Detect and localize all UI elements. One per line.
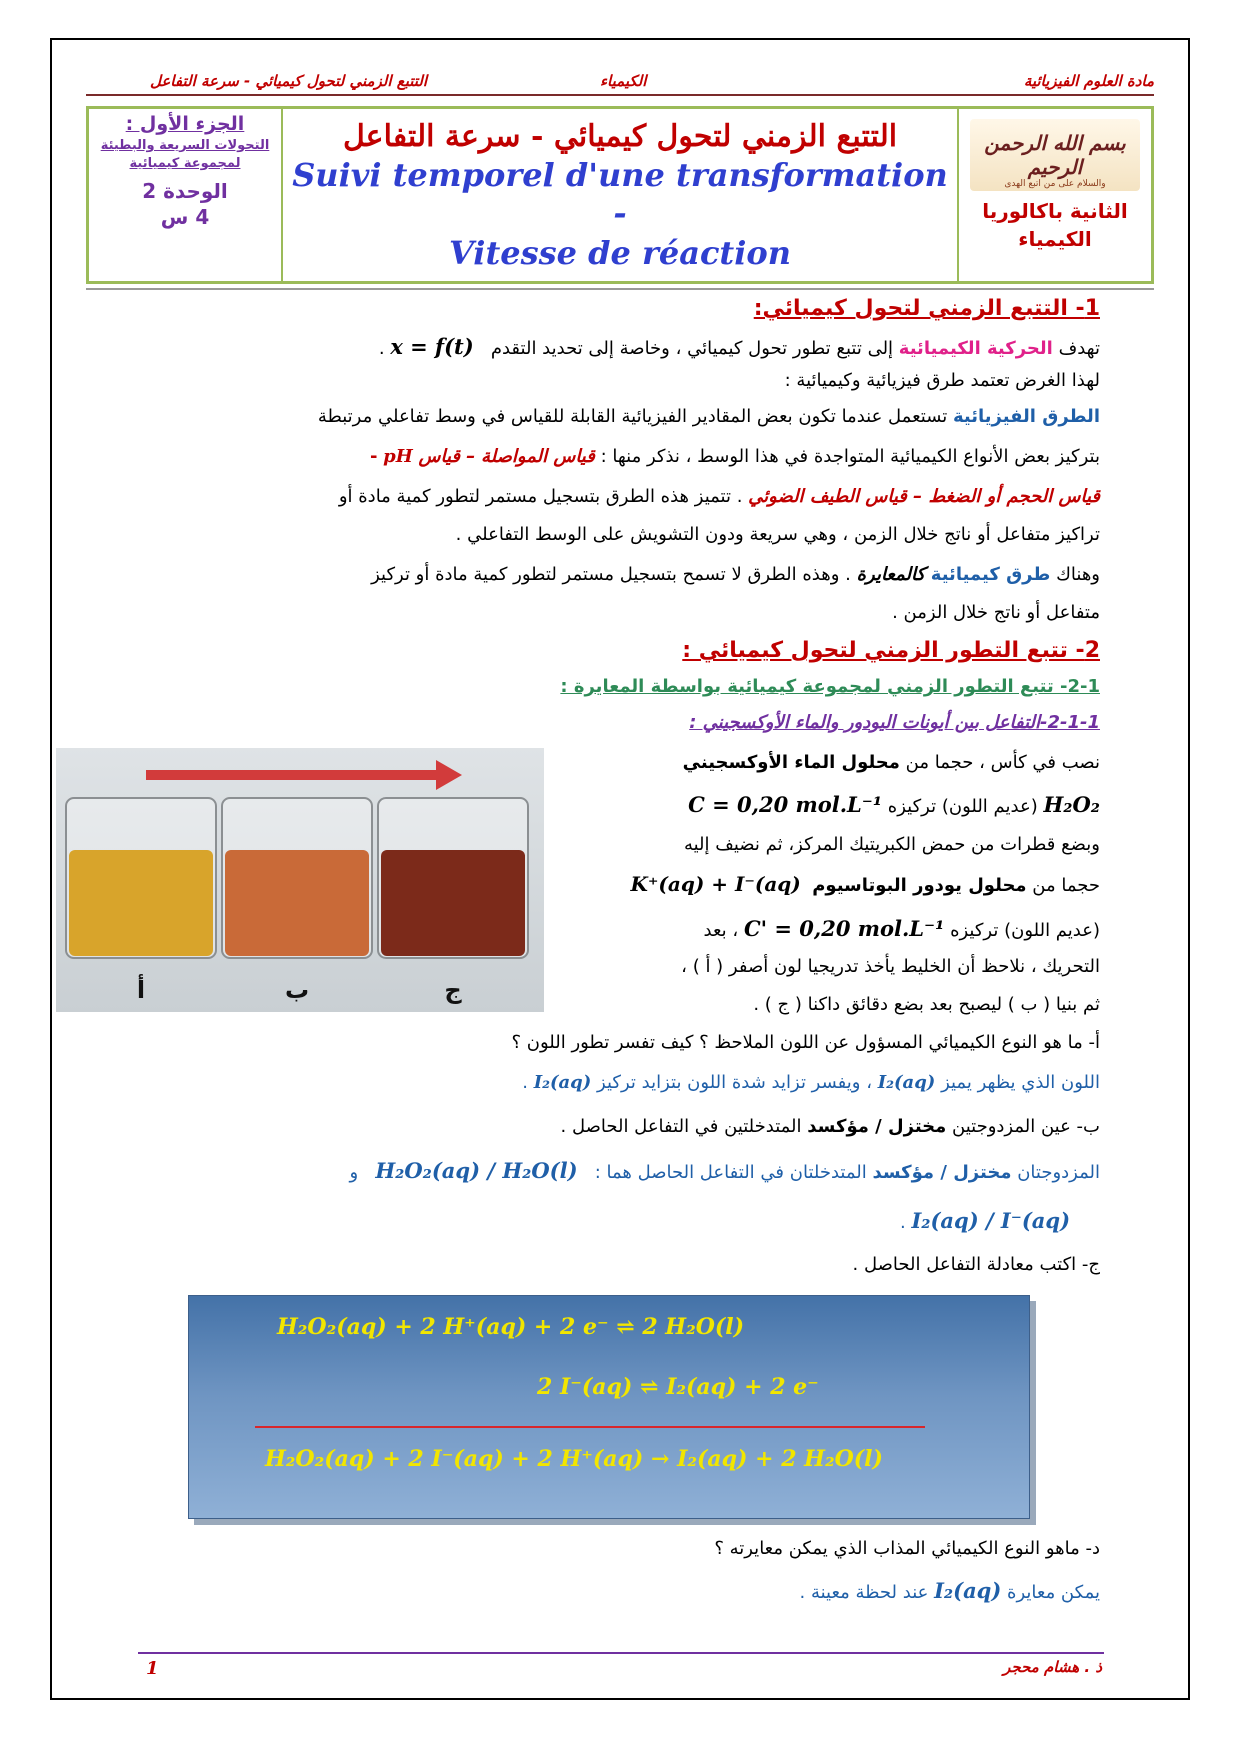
header-bottom-rule [86,288,1154,290]
s2-p4: حجما من محلول يودور البوتاسيوم K⁺(aq) + I⁻(aq) [630,872,1100,896]
level-label: الثانية باكالوريا [982,199,1128,223]
part-cell [89,109,283,281]
beaker-label: ج [444,976,462,1004]
s1-line1: تهدف الحركية الكيميائية إلى تتبع تطور تحول كيميائي ، وخاصة إلى تحديد التقدم x = f(t) . [378,334,1100,359]
s2-p5: (عديم اللون) تركيزه C' = 0,20 mol.L⁻¹ ، بعد [703,916,1100,941]
title-french-line1: Suivi temporel d'une transformation - [292,156,948,232]
answer-d: يمكن معايرة I₂(aq) عند لحظة معينة . [799,1578,1100,1603]
sum-line [255,1426,925,1428]
question-a: أ- ما هو النوع الكيميائي المسؤول عن اللون الملاحظ ؟ كيف تفسر تطور اللون ؟ [511,1032,1100,1053]
equations-box [188,1295,1030,1519]
question-d: د- ماهو النوع الكيميائي المذاب الذي يمكن معايرته ؟ [714,1538,1100,1559]
level-cell [959,109,1151,281]
s1-line7: وهناك طرق كيميائية كالمعايرة . وهذه الطرق لا تسمح بتسجيل مستمر لتطور كمية مادة أو تركيز [371,564,1100,585]
s1-line4: بتركيز بعض الأنواع الكيميائية المتواجدة في هذا الوسط ، نذكر منها : قياس المواصلة – قياس pH - [369,446,1100,467]
page-number: 1 [146,1658,159,1679]
beaker-label: أ [136,976,146,1004]
part-subtitle: التحولات السريعة والبطيئة لمجموعة كيميائية [100,138,270,171]
s2-p1: نصب في كأس ، حجما من محلول الماء الأوكسجيني [682,752,1100,773]
global-equation: H₂O₂(aq) + 2 I⁻(aq) + 2 H⁺(aq) → I₂(aq) + 2 H₂O(l) [265,1446,883,1472]
header-table [86,106,1154,284]
answer-b: المزدوجتان مختزل / مؤكسد المتدخلتان في التفاعل الحاصل هما : H₂O₂(aq) / H₂O(l) و [349,1158,1100,1183]
subsection-2-1-title: 2-1- تتبع التطور الزمني لمجموعة كيميائية بواسطة المعايرة : [560,676,1100,697]
running-title-center: الكيمياء [600,72,647,90]
unit-label: الوحدة 2 [142,179,228,203]
title-french-line2: Vitesse de réaction [449,234,791,272]
author-name: ذ . هشام محجر [1003,1658,1102,1676]
beakers-photo [56,748,544,1012]
arrow-head-icon [436,760,462,790]
section1-title: 1- التتبع الزمني لتحول كيميائي: [753,296,1100,321]
beaker-solution [69,850,213,956]
s2-p6: التحريك ، نلاحظ أن الخليط يأخذ تدريجيا لون أصفر ( أ ) ، [681,956,1100,977]
half-equation-1: H₂O₂(aq) + 2 H⁺(aq) + 2 e⁻ ⇌ 2 H₂O(l) [277,1314,745,1340]
running-title-right: مادة العلوم الفيزيائية [1023,72,1154,90]
answer-b-couple2: I₂(aq) / I⁻(aq) . [900,1208,1070,1233]
s1-line3: الطرق الفيزيائية تستعمل عندما تكون بعض المقادير الفيزيائية القابلة للقياس في وسط تفاعلي مرتبطة [317,406,1100,427]
answer-a: اللون الذي يظهر يميز I₂(aq) ، ويفسر تزايد شدة اللون بتزايد تركيز I₂(aq) . [522,1072,1100,1093]
arrow-shaft [146,770,438,780]
s2-p3: وبضع قطرات من حمض الكبريتيك المركز، ثم نضيف إليه [683,834,1100,855]
beaker-solution [381,850,525,956]
top-rule [86,94,1154,96]
basmala-logo: بسم الله الرحمن الرحيم والسلام على من اتبع الهدى [970,119,1140,191]
title-cell [283,109,959,281]
beaker-1 [66,798,216,1004]
question-b: ب- عين المزدوجتين مختزل / مؤكسد المتدخلتين في التفاعل الحاصل . [560,1116,1100,1137]
question-c: ج- اكتب معادلة التفاعل الحاصل . [852,1254,1100,1275]
part-title: الجزء الأول : [125,113,245,135]
beaker-3 [378,798,528,1004]
s2-p7: ثم بنيا ( ب ) ليصبح بعد بضع دقائق داكنا ( ج ) . [753,994,1100,1015]
s1-line8: متفاعل أو ناتج خلال الزمن . [892,602,1100,623]
beaker-2 [222,798,372,1004]
beaker-label: ب [284,976,310,1004]
running-title-left: التتبع الزمني لتحول كيميائي - سرعة التفاعل [150,72,428,90]
beakers-drawing [56,788,544,1012]
title-arabic: التتبع الزمني لتحول كيميائي - سرعة التفاعل [342,119,898,154]
s2-p2: H₂O₂ (عديم اللون) تركيزه C = 0,20 mol.L⁻¹ [688,792,1100,817]
section2-title: 2- تتبع التطور الزمني لتحول كيميائي : [682,638,1100,663]
footer-rule [138,1652,1104,1654]
s1-line2: لهذا الغرض تعتمد طرق فيزيائية وكيميائية : [784,370,1100,391]
s1-line5: قياس الحجم أو الضغط – قياس الطيف الضوئي . تتميز هذه الطرق بتسجيل مستمر لتطور كمية مادة أو [338,486,1100,507]
subject-label: الكيمياء [1018,227,1092,251]
hours-label: 4 س [160,205,210,229]
beaker-solution [225,850,369,956]
s1-line6: تراكيز متفاعل أو ناتج خلال الزمن ، وهي سريعة ودون التشويش على الوسط التفاعلي . [455,524,1100,545]
subsection-2-1-1-title: 2-1-1-التفاعل بين أيونات اليودور والماء الأوكسجيني : [689,712,1100,733]
half-equation-2: 2 I⁻(aq) ⇌ I₂(aq) + 2 e⁻ [537,1374,819,1400]
